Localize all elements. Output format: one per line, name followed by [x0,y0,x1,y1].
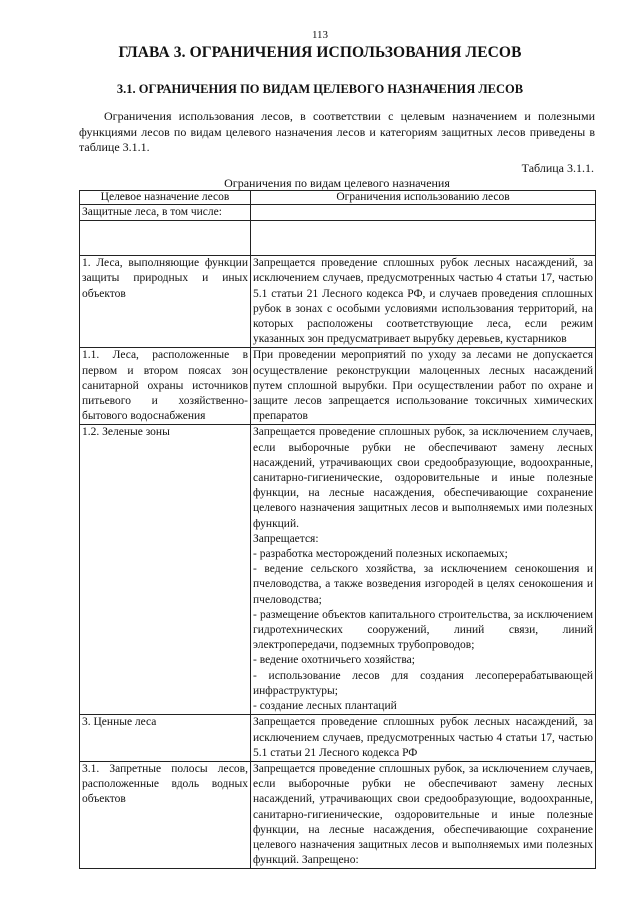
restriction-cell [251,715,596,762]
purpose-cell: 3.1. Запретные полосы лесов, расположенные вдоль водных объектов [80,761,251,868]
restriction-cell [251,348,596,425]
chapter-title: ГЛАВА 3. ОГРАНИЧЕНИЯ ИСПОЛЬЗОВАНИЯ ЛЕСОВ [118,44,522,61]
table-row [80,205,596,221]
purpose-cell: Защитные леса, в том числе: [80,205,251,221]
table-row [80,256,596,348]
restriction-list-item: - разработка месторождений полезных ископаемых; [253,548,508,561]
restriction-cell [251,425,596,715]
table-number: Таблица 3.1.1. [521,161,594,175]
restriction-cell [251,256,596,348]
header-restrictions: Ограничения использованию лесов [251,191,596,205]
page-number: 113 [311,29,329,41]
restriction-list-item: - размещение объектов капитального строительства, за исключением гидротехнических сооружений, линий связи, линий электропередачи, подземных трубопроводов; [253,608,593,652]
purpose-cell: 1. Леса, выполняющие функции защиты природных и иных объектов [80,256,251,348]
header-purpose: Целевое назначение лесов [80,191,251,205]
restriction-paragraph: Запрещается проведение сплошных рубок лесных насаждений, за исключением случаев, предусмотренных частью 4 статьи 17, частью 5.1 статьи 21 Лесного кодекса РФ, и случаев проведения сплошных рубок в зонах с особыми условиями использования территорий, на которых расположены соответствующие леса, если режим указанных зон предусматривает вырубку деревьев, кустарников [253,257,593,346]
intro-paragraph: Ограничения использования лесов, в соответствии с целевым назначением и полезными функциями лесов по видам целевого назначения лесов и категориям защитных лесов приведены в таблице 3.1.1. [79,109,595,154]
restriction-list-item: - создание лесных плантаций [253,700,397,713]
table-row [80,221,596,256]
purpose-cell: 1.1. Леса, расположенные в первом и втором поясах зон санитарной охраны источников питьевого и хозяйственно-бытового водоснабжения [80,348,251,425]
restriction-list-item: - ведение охотничьего хозяйства; [253,654,415,667]
table-row [80,715,596,762]
restriction-list-item: - использование лесов для создания лесоперерабатывающей инфраструктуры; [253,669,593,697]
purpose-cell: 1.2. Зеленые зоны [80,425,251,715]
restriction-paragraph: Запрещается: [253,532,319,545]
restrictions-table [79,190,596,869]
table-row [80,348,596,425]
restriction-paragraph: Запрещается проведение сплошных рубок лесных насаждений, за исключением случаев, предусмотренных частью 4 статьи 17, частью 5.1 статьи 21 Лесного кодекса РФ [253,716,593,759]
purpose-cell: 3. Ценные леса [80,715,251,762]
table-row [80,425,596,715]
purpose-cell [80,221,251,256]
restriction-paragraph: Запрещается проведение сплошных рубок, за исключением случаев, если выборочные рубки не обеспечивают замену лесных насаждений, утрачивающих свои средообразующие, водоохранные, санитарно-гигиенические, оздоровительные и иные полезные функции, на лесные насаждения, обеспечивающие сохранение целевого назначения защитных лесов и выполняемых ими полезных функций. Запрещено: [253,762,593,867]
restriction-paragraph: При проведении мероприятий по уходу за лесами не допускается осуществление реконструкции малоценных лесных насаждений путем сплошной вырубки. При осуществлении работ по охране и защите лесов запрещается использование токсичных химических препаратов [253,349,593,423]
table-caption: Ограничения по видам целевого назначения [224,176,450,190]
restriction-list-item: - ведение сельского хозяйства, за исключением сенокошения и пчеловодства, а также возведения изгородей в целях сенокошения и пчеловодства; [253,563,593,606]
section-title: 3.1. ОГРАНИЧЕНИЯ ПО ВИДАМ ЦЕЛЕВОГО НАЗНАЧЕНИЯ ЛЕСОВ [116,82,524,96]
restriction-cell [251,761,596,868]
table-row [80,761,596,868]
restriction-cell [251,205,596,221]
table-header-row [80,191,596,205]
restriction-cell [251,221,596,256]
restriction-paragraph: Запрещается проведение сплошных рубок, за исключением случаев, если выборочные рубки не обеспечивают замену лесных насаждений, утрачивающих свои средообразующие, водоохранные, санитарно-гигиенические, оздоровительные и иные полезные функции, на лесные насаждения, обеспечивающие сохранение целевого назначения защитных лесов и выполняемых ими полезных функций. [253,426,593,530]
